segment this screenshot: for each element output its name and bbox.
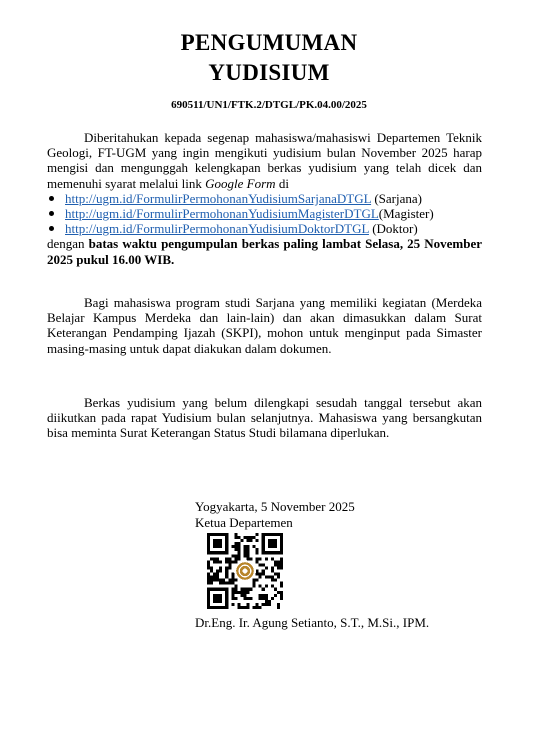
intro-text	[47, 130, 482, 191]
document-number: 690511/UN1/FTK.2/DTGL/PK.04.00/2025	[171, 99, 367, 111]
list-item-doktor	[47, 221, 482, 236]
link-note-sarjana: (Sarjana)	[371, 190, 422, 206]
deadline-text	[47, 236, 482, 266]
form-link-list	[47, 191, 482, 237]
list-item-magister	[47, 206, 482, 221]
paragraph-registration	[47, 130, 482, 267]
title-line-2: YUDISIUM	[208, 60, 330, 85]
link-sarjana[interactable]: http://ugm.id/FormulirPermohonanYudisiumSarjanaDTGL	[65, 190, 372, 206]
paragraph-skpi: Bagi mahasiswa program studi Sarjana yang memiliki kegiatan (Merdeka Belajar Kampus Merdeka dan lain-lain) dan akan dimasukkan dalam Surat Keterangan Pendamping Ijazah (SKPI), mohon untuk menginput pada Simaster masing-masing untuk dapat diakukan dalam dokumen.	[47, 295, 482, 356]
intro-end: di	[275, 175, 289, 191]
link-note-magister: (Magister)	[378, 206, 434, 222]
intro-sentence: Diberitahukan kepada segenap mahasiswa/mahasiswi Departemen Teknik Geologi, FT-UGM yang ingin mengikuti yudisium bulan November 2025 harap mengisi dan mengunggah kelengkapan berkas yudisium yang telah dicek dan memenuhi syarat melalui link	[47, 130, 482, 191]
signature-place-date: Yogyakarta, 5 November 2025	[195, 499, 355, 514]
link-note-doktor: (Doktor)	[368, 221, 418, 237]
deadline-bold: batas waktu pengumpulan berkas paling lambat Selasa, 25 November 2025 pukul 16.00 WIB.	[47, 236, 483, 267]
signatory-name: Dr.Eng. Ir. Agung Setianto, S.T., M.Si., IPM.	[195, 615, 430, 630]
signature-role: Ketua Departemen	[195, 515, 293, 530]
deadline-prefix: dengan	[47, 236, 89, 252]
link-doktor[interactable]: http://ugm.id/FormulirPermohonanYudisiumDoktorDTGL	[65, 221, 369, 237]
title-line-1: PENGUMUMAN	[180, 30, 358, 55]
paragraph-deadline-note: Berkas yudisium yang belum dilengkapi sesudah tanggal tersebut akan diikutkan pada rapat Yudisium bulan selanjutnya. Mahasiswa yang bersangkutan bisa meminta Surat Keterangan Status Studi bilamana diperlukan.	[47, 395, 482, 441]
list-item-sarjana	[47, 191, 482, 206]
qr-code-signature	[207, 533, 283, 609]
link-magister[interactable]: http://ugm.id/FormulirPermohonanYudisiumMagisterDTGL	[65, 206, 379, 222]
google-form-term: Google Form	[205, 175, 276, 191]
